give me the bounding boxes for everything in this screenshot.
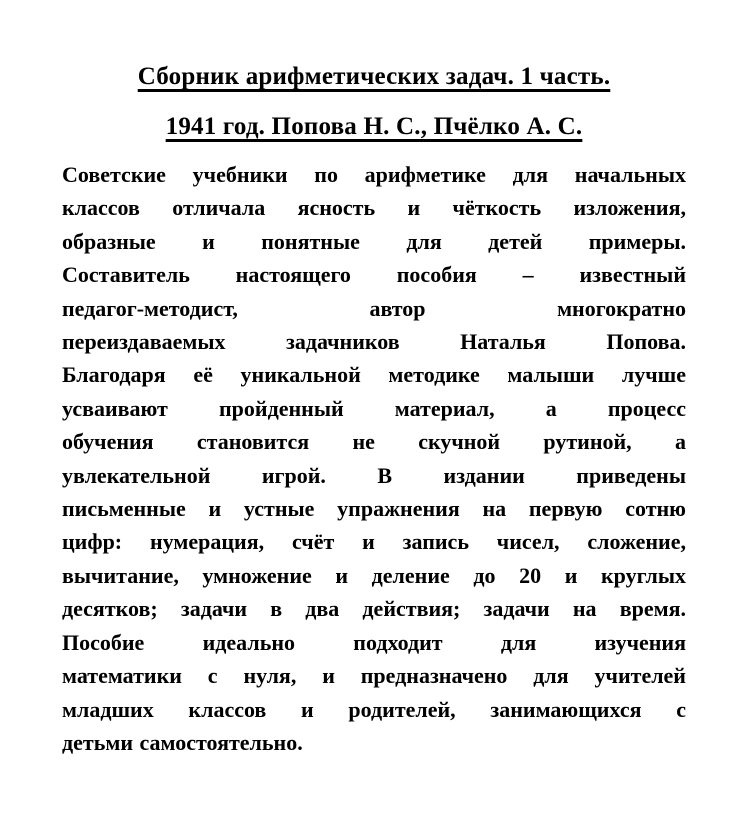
text-line: детьми самостоятельно. (62, 729, 303, 755)
text-line: увлекательной игрой. В издании приведены (62, 462, 686, 488)
text-line: письменные и устные упражнения на первую сотню (62, 496, 686, 522)
text-line: переиздаваемых задачников Наталья Попова. (62, 329, 686, 355)
text-line: образные и понятные для детей примеры. (62, 228, 686, 254)
text-line: десятков; задачи в два действия; задачи на время. (62, 596, 686, 622)
text-line: Пособие идеально подходит для изучения (62, 629, 686, 655)
text-line: Составитель настоящего пособия – известный (62, 262, 686, 288)
text-line: цифр: нумерация, счёт и запись чисел, сложение, (62, 529, 686, 555)
text-line: Советские учебники по арифметике для начальных (62, 162, 686, 187)
document-title: Сборник арифметических задач. 1 часть. (137, 63, 611, 90)
text-line: усваивают пройденный материал, а процесс (62, 395, 686, 421)
text-line: обучения становится не скучной рутиной, а (62, 429, 686, 455)
text-line: классов отличала ясность и чёткость изложения, (62, 195, 686, 221)
body-paragraph (62, 158, 686, 759)
text-line: Благодаря её уникальной методике малыши лучше (62, 362, 686, 388)
text-line: вычитание, умножение и деление до 20 и круглых (62, 562, 686, 588)
document-subtitle: 1941 год. Попова Н. С., Пчёлко А. С. (165, 113, 583, 140)
text-line: младших классов и родителей, занимающихся с (62, 696, 686, 722)
text-line: математики с нуля, и предназначено для учителей (62, 663, 686, 689)
text-line: педагог-методист, автор многократно (62, 295, 686, 321)
